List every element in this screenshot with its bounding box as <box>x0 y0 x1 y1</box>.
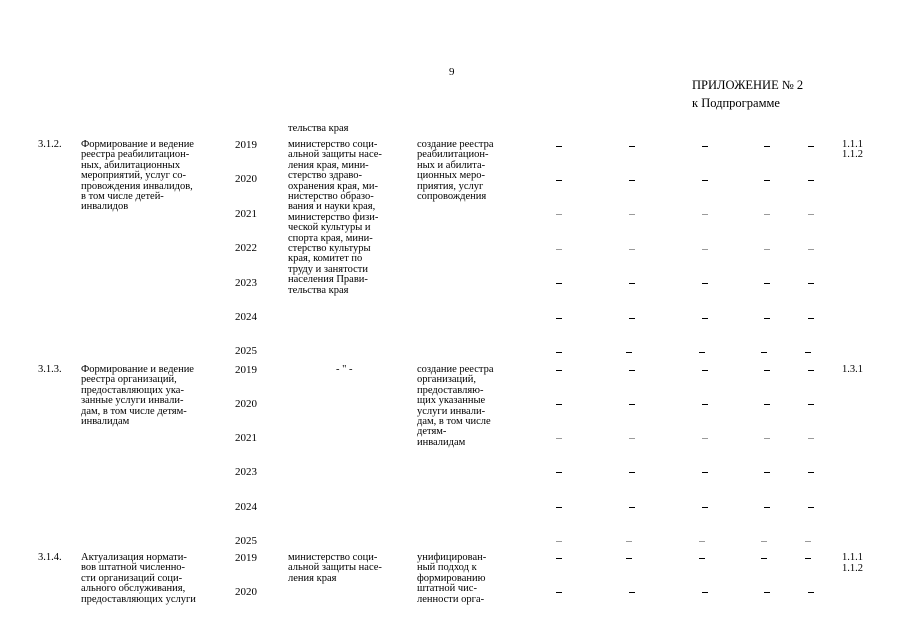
year: 2024 <box>235 311 257 323</box>
year: 2021 <box>235 432 257 444</box>
year: 2020 <box>235 398 257 410</box>
row-responsible: министерство соци- альной защиты насе- ления края <box>288 552 382 584</box>
row-name: Формирование и ведение реестра организаций, предоставляющих ука- занные услуги инвали- дам, в том числе детям- инвалидам <box>81 364 194 428</box>
row-responsible: - " - <box>336 364 353 375</box>
year: 2022 <box>235 242 257 254</box>
row-result: унифицирован- ный подход к формированию штатной чис- ленности орга- <box>417 552 487 605</box>
year: 2020 <box>235 173 257 185</box>
year: 2019 <box>235 364 257 376</box>
row-result: создание реестра организаций, предоставляю- щих указанные услуги инвали- дам, в том числе детям- инвалидам <box>417 364 494 448</box>
indicator-code: 1.1.2 <box>842 563 863 574</box>
row-name: Актуализация нормати- вов штатной численно- сти организаций соци- ального обслуживания, предоставляющих услуги <box>81 552 196 605</box>
row-result: создание реестра реабилитацион- ных и абилита- ционных меро- приятия, услуг сопровождения <box>417 139 494 203</box>
row-number: 3.1.2. <box>38 139 62 150</box>
page-number: 9 <box>449 66 455 78</box>
year: 2023 <box>235 277 257 289</box>
row-responsible: министерство соци- альной защиты насе- ления края, мини- стерство здраво- охранения края, ми- нистерство образо- вания и науки края, министерство физи- ческой культуры и спорта края, мини- стерство культуры края, комитет по труду и занятости населения Прави- тельства края <box>288 139 382 296</box>
row-name: Формирование и ведение реестра реабилитацион- ных, абилитационных мероприятий, услуг со- провождения инвалидов, в том числе детей- инвалидов <box>81 139 194 213</box>
year: 2025 <box>235 345 257 357</box>
indicator-code: 1.1.1 <box>842 552 863 563</box>
row-number: 3.1.4. <box>38 552 62 563</box>
year: 2021 <box>235 208 257 220</box>
year: 2019 <box>235 552 257 564</box>
indicator-code: 1.1.1 <box>842 139 863 150</box>
year: 2020 <box>235 586 257 598</box>
year: 2023 <box>235 466 257 478</box>
carryover-responsible: тельства края <box>288 123 349 134</box>
year: 2024 <box>235 501 257 513</box>
appendix-subtitle: к Подпрограмме <box>692 96 780 110</box>
year: 2019 <box>235 139 257 151</box>
row-number: 3.1.3. <box>38 364 62 375</box>
appendix-title: ПРИЛОЖЕНИЕ № 2 <box>692 78 804 92</box>
indicator-code: 1.3.1 <box>842 364 863 375</box>
indicator-code: 1.1.2 <box>842 149 863 160</box>
year: 2025 <box>235 535 257 547</box>
